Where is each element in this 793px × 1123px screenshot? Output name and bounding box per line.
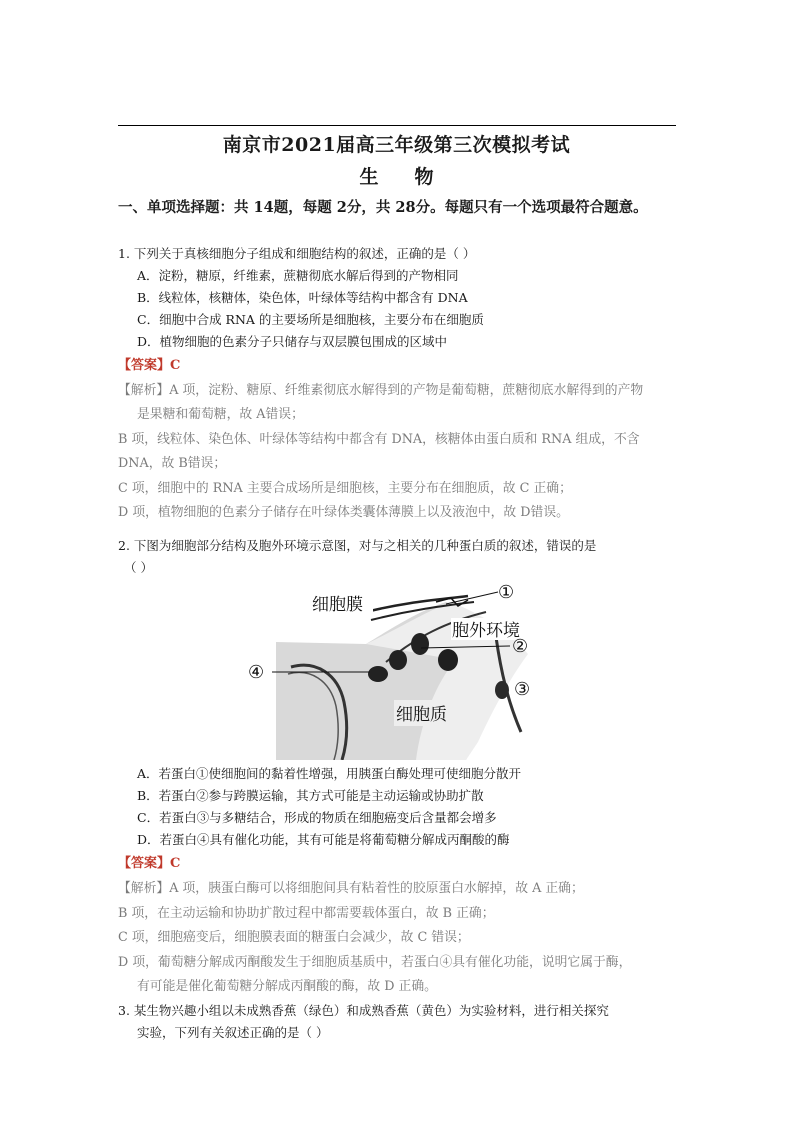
protein-three [495,681,509,699]
label-cytoplasm: 细胞质 [396,705,447,725]
label-n2: ② [512,636,529,657]
q2-answer: 【答案】C [118,856,181,871]
q2-explanation-line: 有可能是催化葡萄糖分解成丙酮酸的酶，故 D 正确。 [137,979,437,994]
q1-stem: 1. 下列关于真核细胞分子组成和细胞结构的叙述，正确的是（ ） [118,246,476,261]
q3-stem: 3. 某生物兴趣小组以未成熟香蕉（绿色）和成熟香蕉（黄色）为实验材料，进行相关探究 [118,1003,609,1018]
q1-explanation-line: C 项，细胞中的 RNA 主要合成场所是细胞核，主要分布在细胞质，故 C 正确； [118,481,572,496]
q2-option-b: B．若蛋白②参与跨膜运输，其方式可能是主动运输或协助扩散 [137,788,484,803]
label-membrane: 细胞膜 [312,595,363,615]
q1-explanation-line: 是果糖和葡萄糖，故 A错误； [137,407,304,422]
subject-title: 生物 [359,166,470,188]
cell-diagram [246,582,546,760]
q2-option-a: A．若蛋白①使细胞间的黏着性增强，用胰蛋白酶处理可使细胞分散开 [137,766,522,781]
q2-explanation-line: B 项，在主动运输和协助扩散过程中都需要载体蛋白，故 B 正确； [118,906,495,921]
q2-explanation-line: D 项，葡萄糖分解成丙酮酸发生于细胞质基质中，若蛋白④具有催化功能，说明它属于酶， [118,955,632,970]
q2-stem-cont: （ ） [124,560,153,575]
header-rule [118,125,676,126]
q2-stem: 2. 下图为细胞部分结构及胞外环境示意图，对与之相关的几种蛋白质的叙述，错误的是 [118,538,597,553]
q1-explanation-line: D 项，植物细胞的色素分子储存在叶绿体类囊体薄膜上以及液泡中，故 D错误。 [118,505,569,520]
q3-stem-cont: 实验，下列有关叙述正确的是（ ） [137,1025,329,1040]
q1-option-d: D．植物细胞的色素分子只储存与双层膜包围成的区域中 [137,334,448,349]
q1-option-c: C．细胞中合成 RNA 的主要场所是细胞核，主要分布在细胞质 [137,312,484,327]
protein-blob [411,633,429,655]
cell-diagram-svg [246,582,546,760]
q1-explanation-line: DNA，故 B错误； [118,456,227,471]
protein-four [368,666,388,682]
q1-explanation-line: B 项，线粒体、染色体、叶绿体等结构中都含有 DNA，核糖体由蛋白质和 RNA 组成，不含 [118,432,640,447]
q1-option-b: B．线粒体，核糖体，染色体，叶绿体等结构中都含有 DNA [137,290,468,305]
q2-option-c: C．若蛋白③与多糖结合，形成的物质在细胞癌变后含量都会增多 [137,810,497,825]
label-n4: ④ [248,662,265,683]
exam-title: 南京市2021届高三年级第三次模拟考试 [222,134,571,156]
label-n3: ③ [514,679,531,700]
label-extracellular: 胞外环境 [452,621,520,641]
q1-option-a: A．淀粉，糖原，纤维素，蔗糖彻底水解后得到的产物相同 [137,268,459,283]
q2-explanation-line: C 项，细胞癌变后，细胞膜表面的糖蛋白会减少，故 C 错误； [118,930,470,945]
section-heading: 一、单项选择题：共 14题，每题 2分，共 28分。每题只有一个选项最符合题意。 [118,199,648,216]
q2-explanation-line: 【解析】A 项，胰蛋白酶可以将细胞间具有粘着性的胶原蛋白水解掉，故 A 正确； [118,881,584,896]
q2-option-d: D．若蛋白④具有催化功能，其有可能是将葡萄糖分解成丙酮酸的酶 [137,832,510,847]
protein-blob [389,650,407,670]
q1-explanation-line: 【解析】A 项，淀粉、糖原、纤维素彻底水解得到的产物是葡萄糖，蔗糖彻底水解得到的产物 [118,383,644,398]
protein-blob [438,649,458,671]
q1-answer: 【答案】C [118,358,181,373]
label-n1: ① [498,582,515,603]
